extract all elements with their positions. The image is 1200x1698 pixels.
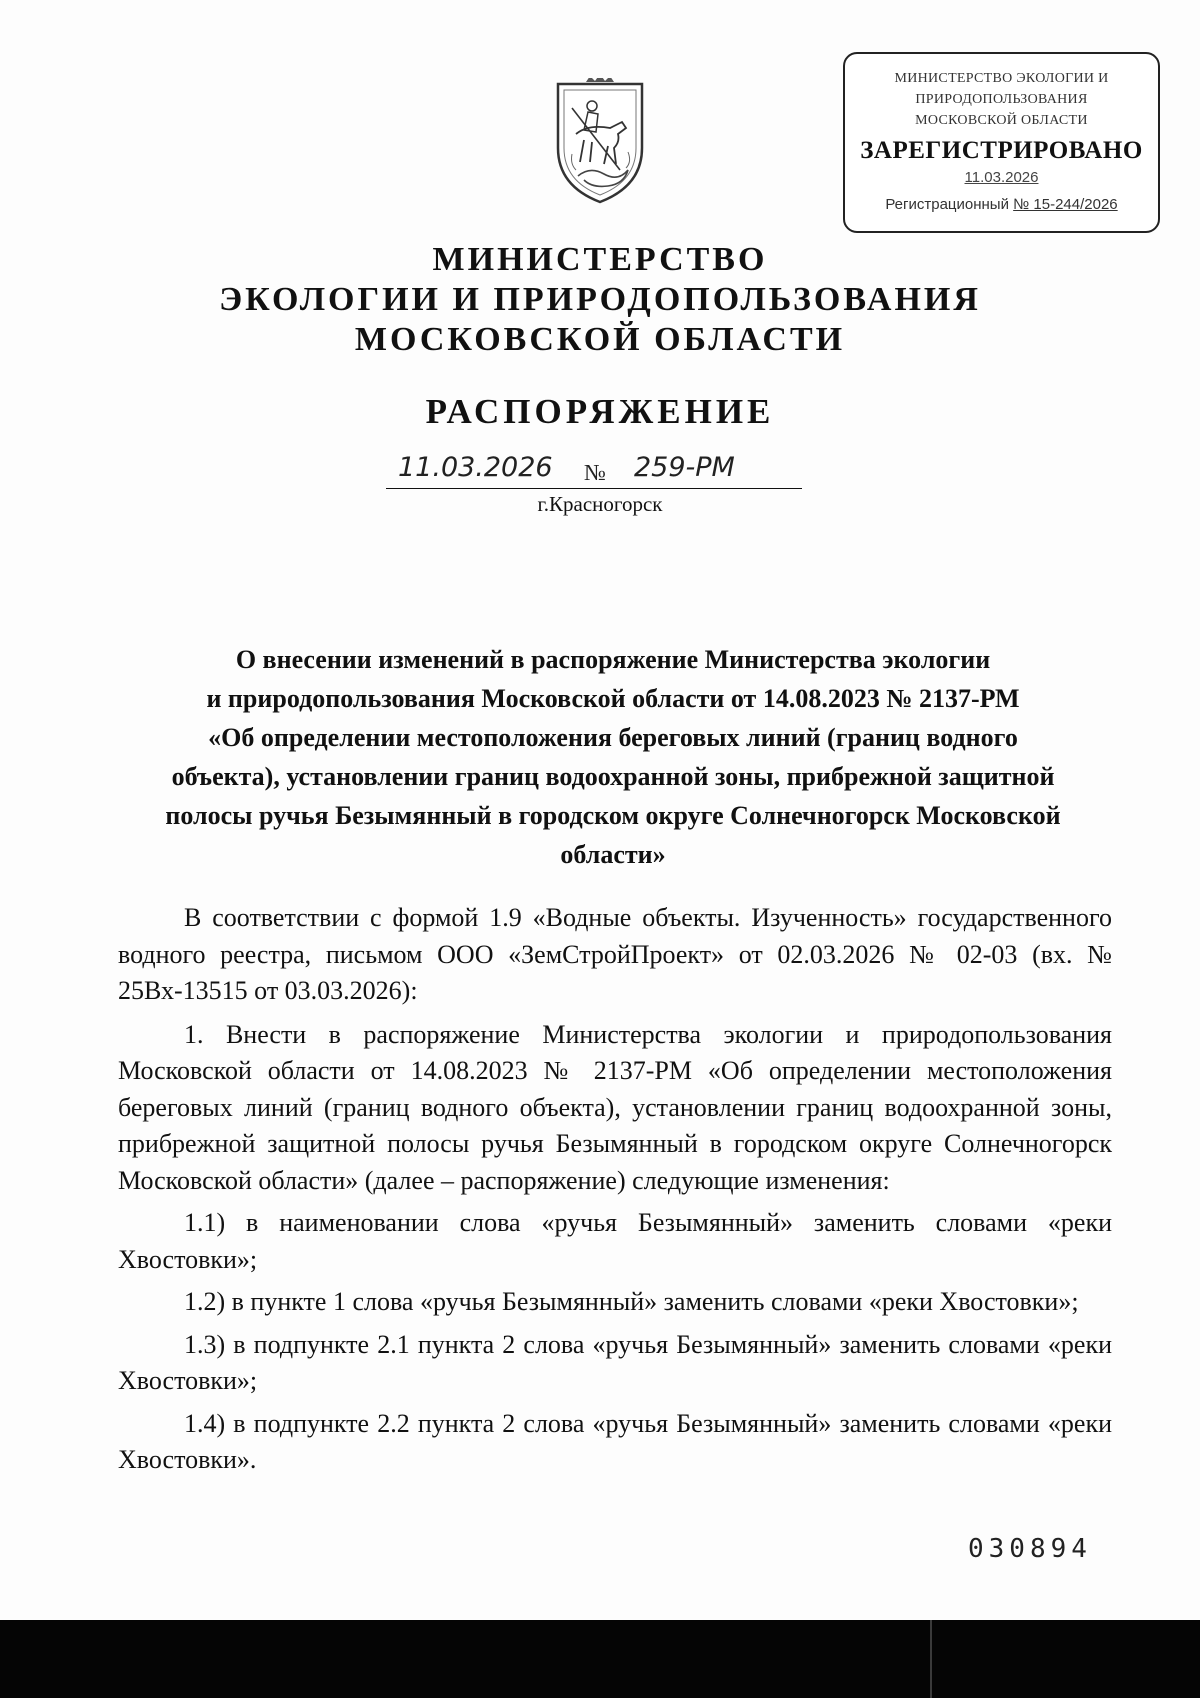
subject-line3: «Об определении местоположения береговых линий (границ водного bbox=[208, 723, 1018, 752]
stamp-reg-label: Регистрационный bbox=[885, 196, 1009, 213]
stamp-org-line2: ПРИРОДОПОЛЬЗОВАНИЯ bbox=[915, 92, 1088, 107]
stamp-status: ЗАРЕГИСТРИРОВАНО bbox=[860, 137, 1143, 164]
preamble-paragraph: В соответствии с формой 1.9 «Водные объекты. Изученность» государственного водного реестра, письмом ООО «ЗемСтройПроект» от 02.03.2026 № 02-03 (вх. № 25Вх-13515 от 03.03.2026): bbox=[118, 903, 1112, 1005]
item-1-3: 1.3) в подпункте 2.1 пункта 2 слова «ручья Безымянный» заменить словами «реки Хвостовки»; bbox=[118, 1329, 1112, 1395]
coat-of-arms-icon bbox=[548, 78, 652, 206]
ministry-header bbox=[0, 240, 1200, 360]
ministry-line1: МИНИСТЕРСТВО bbox=[432, 241, 768, 278]
city: г.Красногорск bbox=[537, 492, 663, 516]
scan-bottom-edge bbox=[0, 1620, 1200, 1698]
serial-number: 030894 bbox=[968, 1534, 1092, 1564]
item-1-1: 1.1) в наименовании слова «ручья Безымянный» заменить словами «реки Хвостовки»; bbox=[118, 1208, 1112, 1274]
stamp-date: 11.03.2026 bbox=[964, 169, 1039, 186]
handwritten-number: 259-РМ bbox=[634, 452, 735, 483]
stamp-org-line1: МИНИСТЕРСТВО ЭКОЛОГИИ И bbox=[894, 71, 1109, 86]
subject-line1: О внесении изменений в распоряжение Министерства экологии bbox=[235, 645, 991, 674]
ministry-line3: МОСКОВСКОЙ ОБЛАСТИ bbox=[354, 321, 846, 358]
subject-line6: области» bbox=[560, 840, 666, 869]
date-number-underline bbox=[386, 488, 802, 489]
subject-line2: и природопользования Московской области от 14.08.2023 № 2137-РМ bbox=[206, 684, 1020, 713]
handwritten-date: 11.03.2026 bbox=[398, 452, 553, 483]
stamp-org-line3: МОСКОВСКОЙ ОБЛАСТИ bbox=[915, 113, 1088, 128]
document-body bbox=[118, 900, 1112, 1485]
item-1-4: 1.4) в подпункте 2.2 пункта 2 слова «ручья Безымянный» заменить словами «реки Хвостовки». bbox=[118, 1408, 1112, 1474]
document-subject bbox=[108, 640, 1118, 874]
item-1-2: 1.2) в пункте 1 слова «ручья Безымянный» заменить словами «реки Хвостовки»; bbox=[184, 1287, 1079, 1316]
registration-stamp bbox=[843, 52, 1160, 233]
document-type: РАСПОРЯЖЕНИЕ bbox=[425, 392, 775, 431]
number-sign: № bbox=[584, 460, 606, 485]
item-1: 1. Внести в распоряжение Министерства экологии и природопользования Московской области от 14.08.2023 № 2137-РМ «Об определении местоположения береговых линий (границ водного объекта), установлении границ водоохранной зоны, прибрежной защитной полосы ручья Безымянный в городском округе Солнечногорск Московской области» (далее – распоряжение) следующие изменения: bbox=[118, 1019, 1112, 1195]
subject-line4: объекта), установлении границ водоохранной зоны, прибрежной защитной bbox=[171, 762, 1055, 791]
scan-edge-line bbox=[930, 1620, 932, 1698]
stamp-reg-number: № 15-244/2026 bbox=[1013, 196, 1118, 213]
stamp-registration bbox=[845, 196, 1158, 213]
date-number-line bbox=[386, 452, 802, 492]
ministry-line2: ЭКОЛОГИИ И ПРИРОДОПОЛЬЗОВАНИЯ bbox=[219, 281, 981, 318]
subject-line5: полосы ручья Безымянный в городском округе Солнечногорск Московской bbox=[165, 801, 1061, 830]
